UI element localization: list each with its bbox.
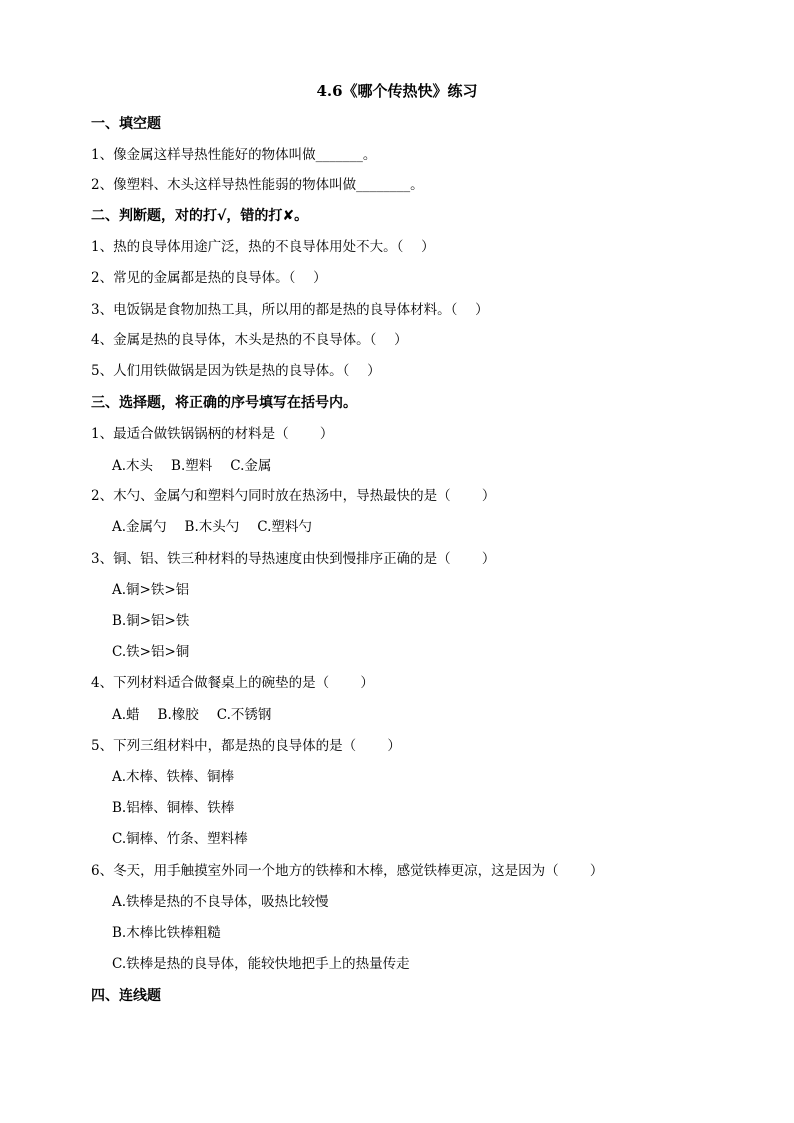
judge-question-2: 2、常见的金属都是热的良导体。（ ） [91,270,327,286]
choice-question-3: 3、铜、铝、铁三种材料的导热速度由快到慢排序正确的是（ ） [91,551,496,567]
page-title: 4.6《哪个传热快》练习 [316,82,478,100]
choice-option-3a: A.铜>铁>铝 [112,582,190,598]
judge-question-4: 4、金属是热的良导体，木头是热的不良导体。（ ） [91,332,408,348]
option-b: B.橡胶 [157,707,199,723]
fill-question-2: 2、像塑料、木头这样导热性能弱的物体叫做________。 [91,177,424,193]
section4-heading: 四、连线题 [91,988,161,1004]
choice-option-3b: B.铜>铝>铁 [112,613,190,629]
section3-heading: 三、选择题，将正确的序号填写在括号内。 [91,395,357,411]
judge-question-1: 1、热的良导体用途广泛，热的不良导体用处不大。（ ） [91,239,435,255]
option-c: C.金属 [230,458,272,474]
choice-option-6b: B.木棒比铁棒粗糙 [112,925,221,941]
fill-question-1: 1、像金属这样导热性能好的物体叫做_______。 [91,147,377,163]
option-c: C.塑料勺 [257,519,312,535]
choice-options-4 [112,705,289,725]
choice-option-6c: C.铁棒是热的良导体，能较快地把手上的热量传走 [112,956,410,972]
option-b: B.木头勺 [184,519,240,535]
section1-heading: 一、填空题 [91,116,161,132]
option-a: A.蜡 [112,707,140,723]
judge-question-3: 3、电饭锅是食物加热工具，所以用的都是热的良导体材料。（ ） [91,302,489,318]
choice-question-1: 1、最适合做铁锅锅柄的材料是（ ） [91,426,334,442]
choice-question-5: 5、下列三组材料中，都是热的良导体的是（ ） [91,738,401,754]
choice-options-2 [112,517,330,537]
choice-option-6a: A.铁棒是热的不良导体，吸热比较慢 [112,894,329,910]
choice-option-3c: C.铁>铝>铜 [112,644,190,660]
option-b: B.塑料 [171,458,213,474]
choice-question-2: 2、木勺、金属勺和塑料勺同时放在热汤中，导热最快的是（ ） [91,488,496,504]
option-a: A.木头 [112,458,154,474]
judge-question-5: 5、人们用铁做锅是因为铁是热的良导体。（ ） [91,363,381,379]
option-c: C.不锈钢 [216,707,272,723]
choice-option-5a: A.木棒、铁棒、铜棒 [112,769,235,785]
choice-options-1 [112,456,289,476]
section2-heading: 二、判断题，对的打√，错的打✘。 [91,208,309,224]
choice-question-6: 6、冬天，用手触摸室外同一个地方的铁棒和木棒，感觉铁棒更凉，这是因为（ ） [91,863,604,879]
option-a: A.金属勺 [112,519,167,535]
choice-question-4: 4、下列材料适合做餐桌上的碗垫的是（ ） [91,675,374,691]
choice-option-5b: B.铝棒、铜棒、铁棒 [112,800,235,816]
choice-option-5c: C.铜棒、竹条、塑料棒 [112,831,248,847]
